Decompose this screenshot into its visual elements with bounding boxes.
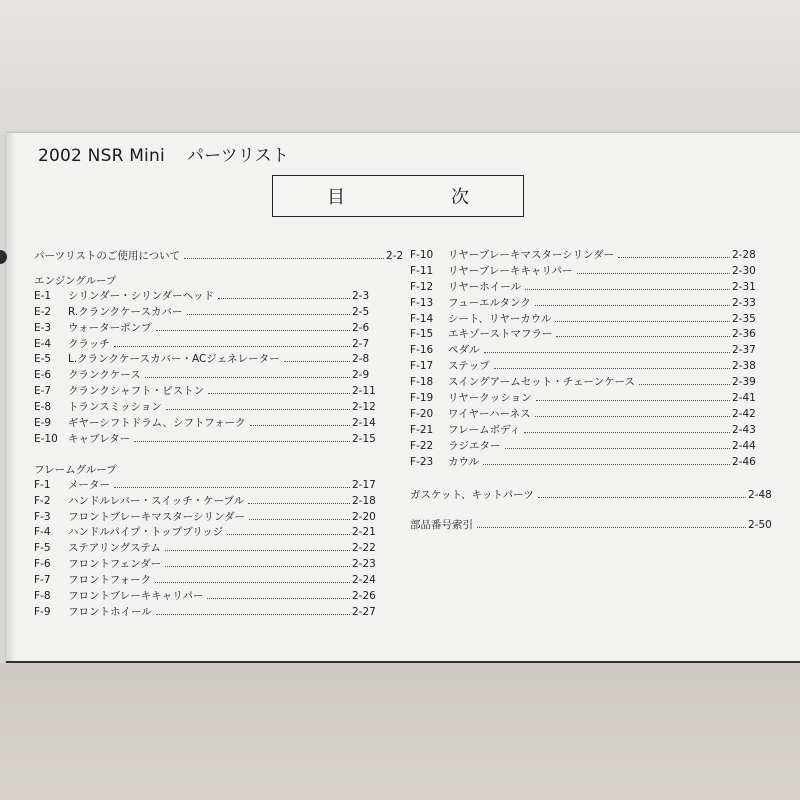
toc-entry[interactable] (410, 296, 770, 312)
toc-left-column (34, 249, 404, 621)
toc-entry-code: F-16 (410, 344, 434, 357)
frame-group-list (34, 478, 374, 621)
leader-dots (248, 503, 350, 504)
toc-entry[interactable] (34, 605, 374, 621)
toc-entry-code: F-4 (34, 526, 51, 539)
toc-entry-code: F-3 (34, 510, 51, 523)
toc-entry-code: E-3 (34, 321, 52, 334)
toc-entry-label: フロントブレーキキャリパー (68, 590, 204, 603)
leader-dots (524, 432, 730, 433)
leader-dots (483, 464, 730, 465)
frame-group-heading: フレームグループ (34, 463, 117, 476)
toc-entry-page: 2-18 (352, 494, 376, 507)
toc-entry-code: E-2 (34, 305, 52, 318)
toc-entry-page: 2-35 (732, 312, 756, 325)
toc-entry-page: 2-33 (732, 296, 756, 309)
leader-dots (249, 519, 350, 520)
toc-entry-code: F-8 (34, 590, 51, 603)
toc-entry-code: F-18 (410, 376, 434, 389)
toc-entry[interactable] (34, 573, 374, 589)
toc-entry-page: 2-3 (352, 289, 370, 302)
toc-entry[interactable] (34, 321, 374, 337)
frame-group-list-continued (410, 248, 770, 470)
leader-dots (535, 416, 730, 417)
leader-dots (477, 527, 746, 528)
toc-entry-code: F-9 (34, 605, 51, 618)
toc-entry-page: 2-37 (732, 344, 756, 357)
toc-entry-code: F-7 (34, 574, 51, 587)
toc-entry-page: 2-28 (732, 249, 756, 261)
toc-entry[interactable] (410, 280, 770, 296)
toc-entry-page: 2-46 (732, 455, 756, 468)
toc-entry-code: F-21 (410, 423, 434, 436)
toc-entry[interactable] (34, 368, 374, 384)
toc-entry-part-index[interactable] (410, 518, 770, 534)
toc-entry[interactable] (34, 510, 374, 526)
toc-entry-page: 2-6 (352, 321, 370, 334)
leader-dots (165, 550, 350, 551)
leader-dots (538, 497, 746, 498)
toc-entry-label: メーター (68, 478, 110, 491)
leader-dots (134, 441, 350, 442)
leader-dots (114, 346, 350, 347)
toc-entry-label: R.クランクケースカバー (68, 305, 183, 318)
leader-dots (639, 384, 730, 385)
toc-entry-code: F-12 (410, 280, 434, 293)
toc-entry[interactable] (410, 327, 770, 343)
toc-entry[interactable] (410, 407, 770, 423)
toc-entry-code: E-6 (34, 369, 52, 382)
toc-entry-code: E-8 (34, 401, 52, 414)
leader-dots (218, 298, 350, 299)
toc-entry[interactable] (34, 541, 374, 557)
toc-entry-label: フレームボディ (448, 423, 521, 436)
toc-entry-label: シート、リヤーカウル (448, 312, 552, 325)
toc-entry-page: 2-27 (352, 605, 376, 618)
toc-entry-page: 2-7 (352, 337, 370, 350)
leader-dots (156, 614, 350, 615)
toc-entry-page: 2-50 (748, 519, 772, 532)
leader-dots (577, 273, 730, 274)
toc-entry-label: リヤーブレーキマスターシリンダー (448, 249, 615, 261)
toc-entry-page: 2-11 (352, 385, 376, 398)
toc-entry[interactable] (410, 359, 770, 375)
toc-entry-page: 2-2 (386, 250, 404, 262)
toc-entry-code: F-14 (410, 312, 434, 325)
toc-entry-page: 2-5 (352, 305, 370, 318)
toc-entry[interactable] (410, 423, 770, 439)
toc-entry-page: 2-15 (352, 432, 376, 445)
leader-dots (284, 361, 350, 362)
leader-dots (494, 368, 730, 369)
toc-entry-label: ギヤーシフトドラム、シフトフォーク (68, 417, 246, 430)
toc-entry-page: 2-30 (732, 264, 756, 277)
leader-dots (556, 336, 730, 337)
toc-entry-label: シリンダー・シリンダーヘッド (68, 289, 215, 302)
leader-dots (208, 393, 350, 394)
title-subtitle: パーツリスト (186, 146, 290, 166)
toc-entry-label: カウル (448, 455, 480, 468)
toc-entry-label: ハンドルレバー・スイッチ・ケーブル (68, 494, 245, 507)
toc-entry[interactable] (34, 416, 374, 432)
toc-entry-label: ペダル (448, 344, 480, 357)
toc-entry-label: フューエルタンク (448, 296, 531, 309)
toc-entry-label: リヤーホイール (448, 280, 522, 293)
toc-entry-code: E-1 (34, 289, 52, 302)
toc-entry-code: E-5 (34, 353, 52, 366)
toc-entry-intro[interactable] (34, 249, 404, 265)
leader-dots (535, 305, 730, 306)
toc-heading-box (272, 175, 524, 217)
background-above-page (0, 0, 800, 135)
toc-entry-label: ハンドルパイプ・トップブリッジ (68, 526, 224, 539)
toc-entry[interactable] (34, 400, 374, 416)
toc-entry[interactable] (34, 589, 374, 605)
toc-entry-page: 2-43 (732, 423, 756, 436)
toc-entry-page: 2-39 (732, 376, 756, 389)
toc-entry[interactable] (410, 375, 770, 391)
toc-entry-page: 2-31 (732, 280, 756, 293)
toc-entry-page: 2-44 (732, 439, 756, 452)
toc-entry[interactable] (410, 391, 770, 407)
toc-entry-code: F-22 (410, 439, 434, 452)
toc-entry-page: 2-21 (352, 526, 376, 539)
toc-entry-page: 2-14 (352, 417, 376, 430)
leader-dots (505, 448, 730, 449)
toc-entry-label: クランクシャフト・ピストン (68, 385, 205, 398)
toc-entry-page: 2-38 (732, 360, 756, 373)
toc-entry-code: F-5 (34, 542, 51, 555)
toc-right-column (410, 248, 770, 534)
toc-entry-label: 部品番号索引 (410, 519, 473, 532)
toc-entry-code: F-19 (410, 392, 434, 405)
toc-entry-code: F-1 (34, 478, 51, 491)
toc-entry-code: F-10 (410, 249, 434, 261)
toc-entry[interactable] (410, 343, 770, 359)
toc-entry-label: リヤーブレーキキャリパー (448, 264, 573, 277)
toc-entry-page: 2-26 (352, 590, 376, 603)
binding-shade (6, 133, 16, 713)
leader-dots (155, 582, 350, 583)
page-title (38, 141, 289, 166)
toc-entry-label: ワイヤーハーネス (448, 407, 531, 420)
toc-entry[interactable] (34, 478, 374, 494)
toc-entry-page: 2-36 (732, 328, 756, 341)
toc-entry[interactable] (34, 352, 374, 368)
toc-entry-label: トランスミッション (68, 401, 162, 414)
toc-entry[interactable] (34, 384, 374, 400)
leader-dots (618, 257, 730, 258)
leader-dots (525, 289, 730, 290)
toc-entry-page: 2-23 (352, 558, 376, 571)
toc-entry[interactable] (410, 264, 770, 280)
leader-dots (250, 425, 350, 426)
leader-dots (207, 598, 350, 599)
leader-dots (184, 258, 384, 259)
toc-entry-label: クランクケース (68, 369, 141, 382)
toc-entry-label: L.クランクケースカバー・ACジェネレーター (68, 353, 280, 366)
toc-entry-label: ステアリングステム (68, 542, 161, 555)
toc-entry-label: パーツリストのご使用について (34, 250, 181, 262)
toc-entry-code: F-11 (410, 264, 434, 277)
toc-entry-code: E-4 (34, 337, 52, 350)
toc-entry[interactable] (34, 525, 374, 541)
toc-entry-label: フロントフェンダー (68, 558, 162, 571)
model-name: 2002 NSR Mini (38, 146, 165, 166)
leader-dots (156, 330, 350, 331)
toc-entry-page: 2-20 (352, 510, 376, 523)
leader-dots (227, 534, 350, 535)
toc-entry[interactable] (410, 312, 770, 328)
toc-entry[interactable] (34, 494, 374, 510)
page-below (0, 663, 800, 800)
leader-dots (145, 377, 350, 378)
toc-entry-label: スイングアームセット・チェーンケース (448, 376, 636, 389)
toc-heading: 目 次 (327, 187, 513, 208)
toc-entry-label: ガスケット、キットパーツ (410, 489, 534, 502)
toc-entry-label: ステップ (448, 360, 490, 373)
toc-entry-code: F-20 (410, 407, 434, 420)
toc-entry[interactable] (410, 455, 770, 471)
leader-dots (166, 409, 350, 410)
toc-entry-code: F-15 (410, 328, 434, 341)
leader-dots (165, 566, 350, 567)
toc-entry-page: 2-48 (748, 489, 772, 502)
toc-entry-code: E-7 (34, 385, 52, 398)
toc-entry-page: 2-8 (352, 353, 370, 366)
toc-entry[interactable] (410, 248, 770, 264)
toc-entry-code: E-9 (34, 417, 52, 430)
toc-entry-label: エキゾーストマフラー (448, 328, 553, 341)
toc-entry-page: 2-17 (352, 478, 376, 491)
leader-dots (555, 321, 730, 322)
toc-entry-code: F-6 (34, 558, 51, 571)
toc-entry[interactable] (34, 305, 374, 321)
toc-entry-code: F-2 (34, 494, 51, 507)
toc-entry-label: フロントフォーク (68, 574, 152, 587)
toc-entry-page: 2-41 (732, 392, 756, 405)
leader-dots (187, 314, 350, 315)
toc-entry[interactable] (410, 439, 770, 455)
toc-entry-code: F-13 (410, 296, 434, 309)
toc-entry-page: 2-42 (732, 407, 756, 420)
toc-entry[interactable] (34, 557, 374, 573)
toc-entry-page: 2-9 (352, 369, 370, 382)
toc-entry-code: F-17 (410, 360, 434, 373)
toc-entry-label: ウォーターポンプ (68, 321, 152, 334)
toc-entry-label: フロントブレーキマスターシリンダー (68, 510, 246, 523)
leader-dots (536, 400, 730, 401)
engine-group-list (34, 289, 374, 448)
toc-entry-page: 2-24 (352, 574, 376, 587)
toc-entry-page: 2-22 (352, 542, 376, 555)
toc-entry-label: キャブレター (68, 432, 131, 445)
leader-dots (114, 487, 350, 488)
toc-entry-label: クラッチ (68, 337, 110, 350)
leader-dots (484, 352, 730, 353)
toc-entry-label: フロントホイール (68, 605, 152, 618)
toc-entry[interactable] (34, 432, 374, 448)
toc-entry[interactable] (34, 337, 374, 353)
toc-entry-label: ラジエター (448, 439, 501, 452)
toc-entry[interactable] (34, 289, 374, 305)
toc-entry-page: 2-12 (352, 401, 376, 414)
toc-entry-code: F-23 (410, 455, 434, 468)
toc-entry-gasket[interactable] (410, 488, 770, 504)
toc-entry-label: リヤークッション (448, 392, 532, 405)
engine-group-heading: エンジングループ (34, 274, 117, 287)
toc-entry-code: E-10 (34, 432, 58, 445)
